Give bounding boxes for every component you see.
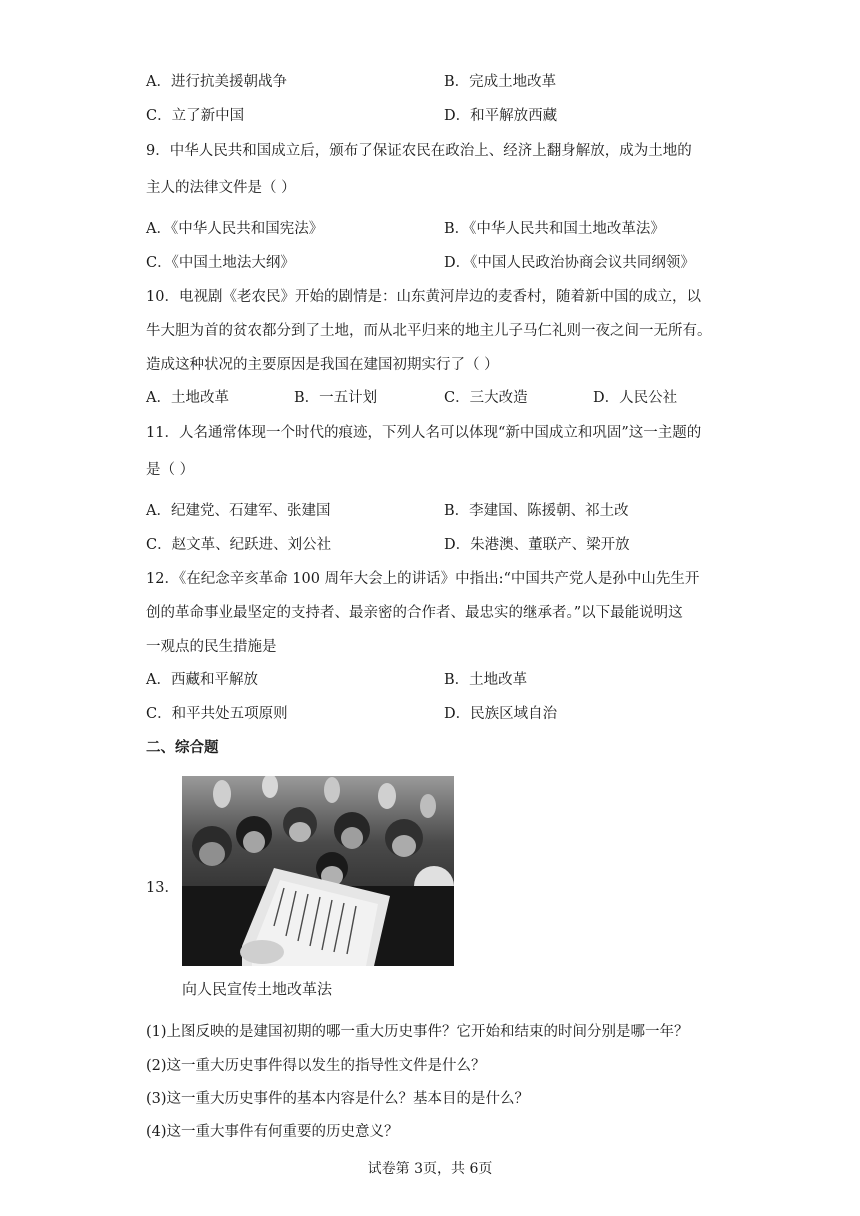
q10-option-d: D．人民公社 <box>593 390 678 406</box>
q9-option-c: C．《中国土地法大纲》 <box>146 255 295 271</box>
q11-option-c: C．赵文革、纪跃进、刘公社 <box>146 537 332 553</box>
q9-option-d: D．《中国人民政治协商会议共同纲领》 <box>444 255 695 271</box>
q8-option-b: B．完成土地改革 <box>444 74 557 90</box>
q11-option-b: B．李建国、陈援朝、祁土改 <box>444 503 629 519</box>
section-title: 二、综合题 <box>146 740 219 756</box>
q8-option-c: C．立了新中国 <box>146 108 245 124</box>
q11-stem-line1: 11．人名通常体现一个时代的痕迹，下列人名可以体现“新中国成立和巩固”这一主题的 <box>146 425 702 441</box>
q9-stem-line1: 9．中华人民共和国成立后，颁布了保证农民在政治上、经济上翻身解放，成为土地的 <box>146 143 692 159</box>
q9-option-b: B．《中华人民共和国土地改革法》 <box>444 221 665 237</box>
q12-stem-line2: 创的革命事业最坚定的支持者、最亲密的合作者、最忠实的继承者。”以下最能说明这 <box>146 605 683 621</box>
q13-sub4: (4)这一重大事件有何重要的历史意义？ <box>146 1124 399 1140</box>
q13-sub3: (3)这一重大历史事件的基本内容是什么？基本目的是什么？ <box>146 1091 530 1107</box>
crowd-photo-illustration <box>182 776 454 966</box>
q10-stem-line3: 造成这种状况的主要原因是我国在建国初期实行了（ ） <box>146 357 499 373</box>
q9-stem-line2: 主人的法律文件是（ ） <box>146 180 296 196</box>
q10-stem-line1: 10．电视剧《老农民》开始的剧情是：山东黄河岸边的麦香村，随着新中国的成立，以 <box>146 289 701 305</box>
q8-option-d: D．和平解放西藏 <box>444 108 558 124</box>
q12-stem-line3: 一观点的民生措施是 <box>146 639 277 655</box>
q11-stem-line2: 是（ ） <box>146 462 195 478</box>
q13-number: 13． <box>146 880 179 896</box>
q13-sub2: (2)这一重大历史事件得以发生的指导性文件是什么？ <box>146 1058 486 1074</box>
q12-option-a: A．西藏和平解放 <box>146 672 258 688</box>
q8-option-a: A．进行抗美援朝战争 <box>146 74 287 90</box>
q10-option-a: A．土地改革 <box>146 390 229 406</box>
q10-option-c: C．三大改造 <box>444 390 528 406</box>
photo-caption: 向人民宣传土地改革法 <box>182 980 333 998</box>
q13-sub1: (1)上图反映的是建国初期的哪一重大历史事件？它开始和结束的时间分别是哪一年？ <box>146 1024 689 1040</box>
q12-stem-line1: 12．《在纪念辛亥革命 100 周年大会上的讲话》中指出:“中国共产党人是孙中山先生开 <box>146 571 700 587</box>
q11-option-d: D．朱港澳、董联产、梁开放 <box>444 537 630 553</box>
land-reform-photo <box>182 776 454 966</box>
q10-option-b: B．一五计划 <box>294 390 378 406</box>
q12-option-b: B．土地改革 <box>444 672 528 688</box>
q12-option-c: C．和平共处五项原则 <box>146 706 288 722</box>
q10-stem-line2: 牛大胆为首的贫农都分到了土地，而从北平归来的地主儿子马仁礼则一夜之间一无所有。 <box>146 323 712 339</box>
page-footer: 试卷第 3页，共 6页 <box>367 1161 493 1177</box>
q11-option-a: A．纪建党、石建军、张建国 <box>146 503 331 519</box>
q9-option-a: A．《中华人民共和国宪法》 <box>146 221 324 237</box>
q12-option-d: D．民族区域自治 <box>444 706 558 722</box>
